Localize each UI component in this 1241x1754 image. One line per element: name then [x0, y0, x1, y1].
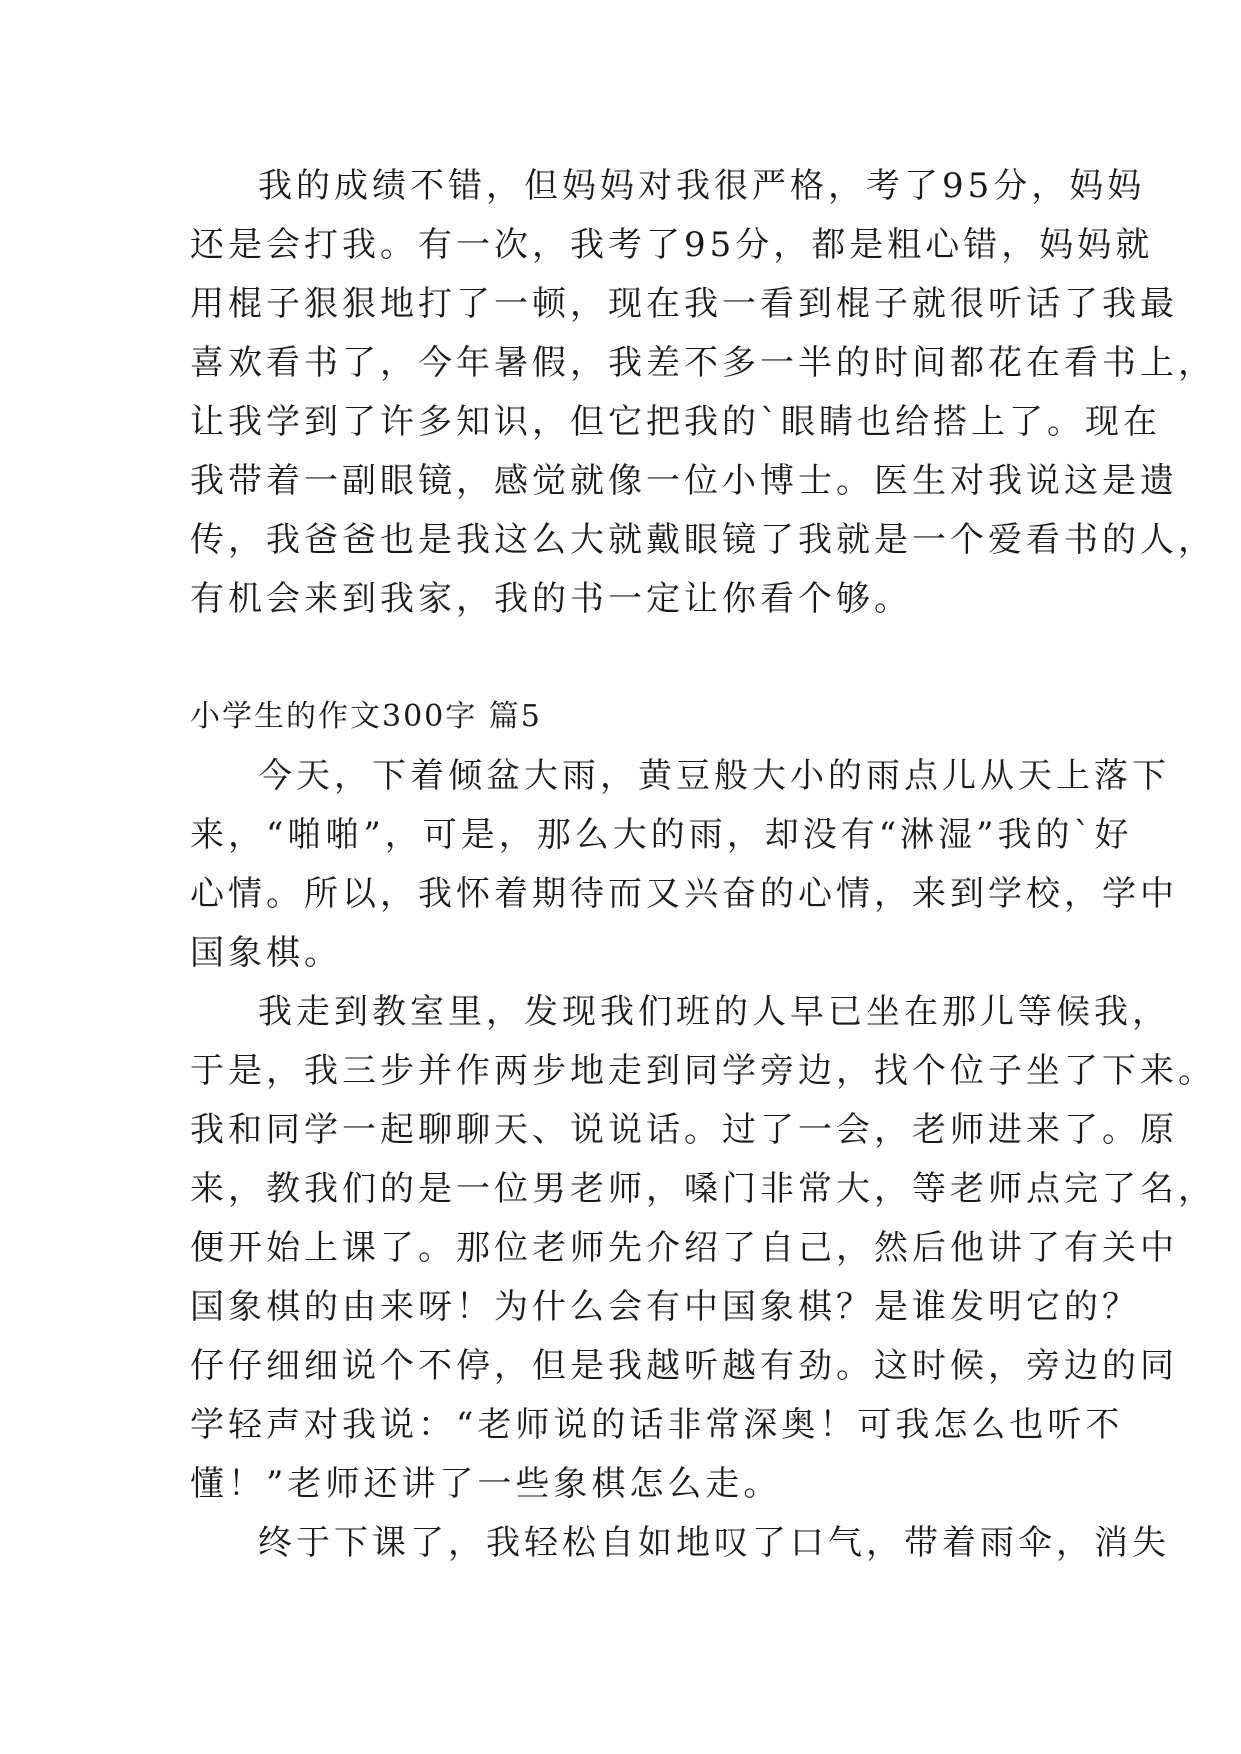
paragraph-line: 国象棋。 [190, 933, 342, 973]
paragraph-line: 还是会打我。有一次，我考了95分，都是粗心错，妈妈就 [190, 225, 1154, 265]
paragraph-line: 懂！”老师还讲了一些象棋怎么走。 [190, 1464, 782, 1504]
paragraph-line: 来，教我们的是一位男老师，嗓门非常大，等老师点完了名， [190, 1169, 1216, 1209]
paragraph-line: 心情。所以，我怀着期待而又兴奋的心情，来到学校，学中 [190, 874, 1178, 914]
paragraph-line: 传，我爸爸也是我这么大就戴眼镜了我就是一个爱看书的人， [190, 520, 1216, 560]
section-heading: 小学生的作文300字 篇5 [190, 699, 542, 734]
paragraph-line: 我带着一副眼镜，感觉就像一位小博士。医生对我说这是遗 [190, 461, 1178, 501]
paragraph-line: 学轻声对我说：“老师说的话非常深奥！可我怎么也听不 [190, 1405, 1124, 1445]
paragraph-line: 有机会来到我家，我的书一定让你看个够。 [190, 579, 912, 619]
paragraph-line: 我的成绩不错，但妈妈对我很严格，考了95分，妈妈 [258, 166, 1146, 206]
paragraph-line: 来，“啪啪”，可是，那么大的雨，却没有“淋湿”我的`好 [190, 815, 1133, 855]
paragraph-line: 用棍子狠狠地打了一顿，现在我一看到棍子就很听话了我最 [190, 284, 1178, 324]
paragraph-line: 我走到教室里，发现我们班的人早已坐在那儿等候我， [258, 992, 1170, 1032]
paragraph-line: 我和同学一起聊聊天、说说话。过了一会，老师进来了。原 [190, 1110, 1178, 1150]
paragraph-line: 喜欢看书了，今年暑假，我差不多一半的时间都花在看书上， [190, 343, 1216, 383]
paragraph-line: 今天，下着倾盆大雨，黄豆般大小的雨点儿从天上落下 [258, 756, 1170, 796]
paragraph-line: 便开始上课了。那位老师先介绍了自己，然后他讲了有关中 [190, 1228, 1178, 1268]
paragraph-line: 于是，我三步并作两步地走到同学旁边，找个位子坐了下来。 [190, 1051, 1216, 1091]
paragraph-line: 仔仔细细说个不停，但是我越听越有劲。这时候，旁边的同 [190, 1346, 1178, 1386]
paragraph-line: 终于下课了，我轻松自如地叹了口气，带着雨伞，消失 [258, 1523, 1170, 1563]
paragraph-line: 国象棋的由来呀！为什么会有中国象棋？是谁发明它的？ [190, 1287, 1140, 1327]
paragraph-line: 让我学到了许多知识，但它把我的`眼睛也给搭上了。现在 [190, 402, 1161, 442]
